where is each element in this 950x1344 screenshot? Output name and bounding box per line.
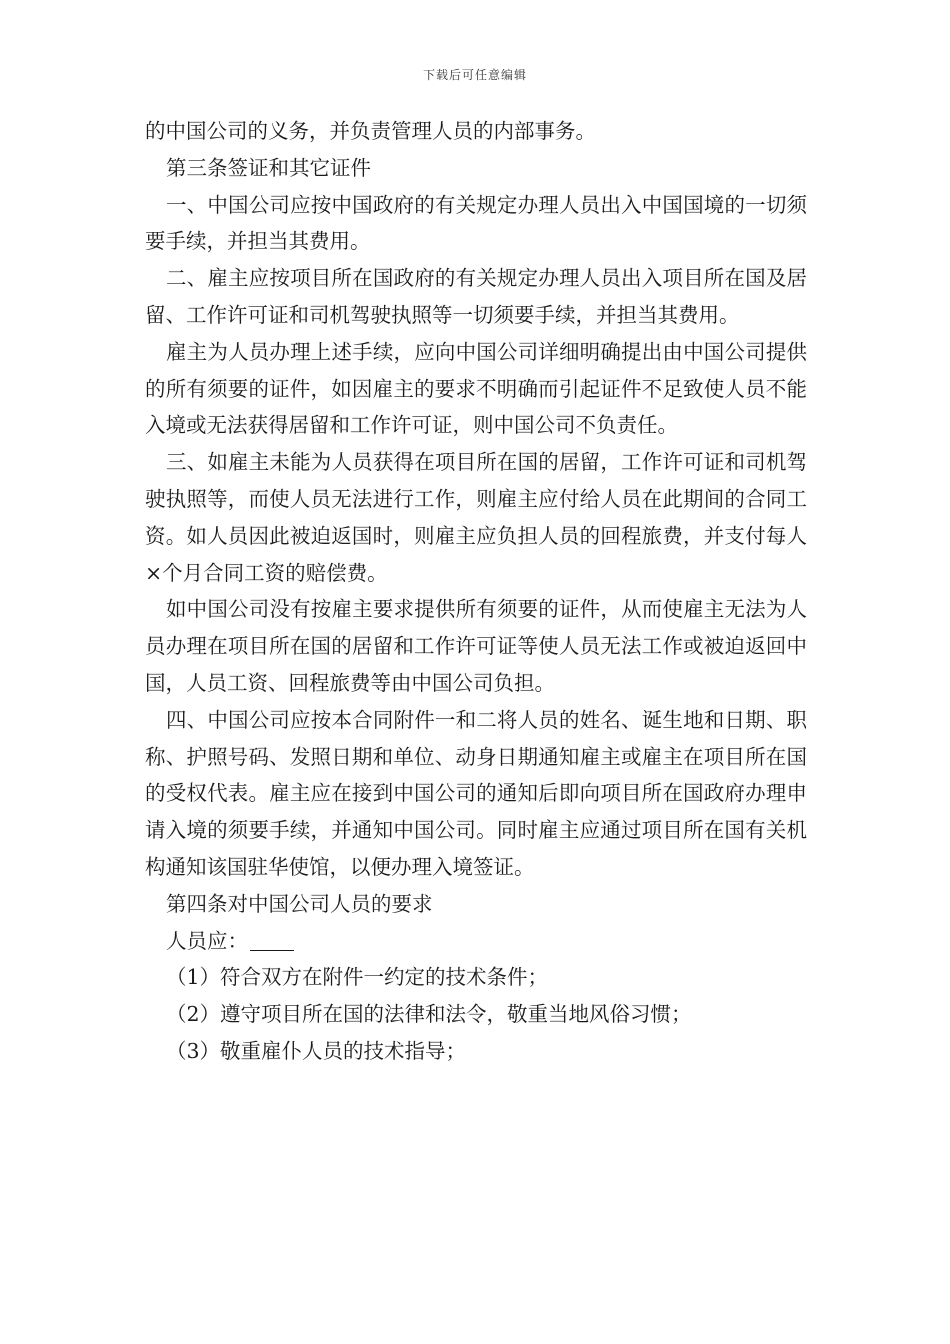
- fill-in-blank: [250, 928, 294, 951]
- article-3-clause-2-note: 雇主为人员办理上述手续，应向中国公司详细明确提出由中国公司提供的所有须要的证件，如因雇主的要求不明确而引起证件不足致使人员不能入境或无法获得居留和工作许可证，则中国公司不负责任。: [145, 339, 807, 438]
- requirement-item-1: （1）符合双方在附件一约定的技术条件；: [166, 965, 549, 990]
- article-3-clause-2: 二、雇主应按项目所在国政府的有关规定办理人员出入项目所在国及居留、工作许可证和司机驾驶执照等一切须要手续，并担当其费用。: [145, 266, 807, 327]
- article-3-clause-3: 三、如雇主未能为人员获得在项目所在国的居留，工作许可证和司机驾驶执照等，而使人员无法进行工作，则雇主应付给人员在此期间的合同工资。如人员因此被迫返国时，则雇主应负担人员的回程旅费，并支付每人×个月合同工资的赔偿费。: [145, 450, 807, 585]
- article-3-heading: 第三条签证和其它证件: [166, 155, 371, 180]
- document-body: [145, 113, 807, 1070]
- requirement-item-2: （2）遵守项目所在国的法律和法令，敬重当地风俗习惯；: [166, 1002, 692, 1027]
- personnel-requirements-line: [145, 923, 807, 960]
- requirement-item-3: （3）敬重雇仆人员的技术指导；: [166, 1038, 467, 1063]
- page-header: 下载后可任意编辑: [422, 68, 527, 82]
- article-3-clause-4: 四、中国公司应按本合同附件一和二将人员的姓名、诞生地和日期、职称、护照号码、发照日期和单位、动身日期通知雇主或雇主在项目所在国的受权代表。雇主应在接到中国公司的通知后即向项目所在国政府办理申请入境的须要手续，并通知中国公司。同时雇主应通过项目所在国有关机构通知该国驻华使馆，以便办理入境签证。: [145, 707, 807, 879]
- paragraph-continuation: 的中国公司的义务，并负责管理人员的内部事务。: [145, 119, 596, 143]
- personnel-requirements-label: 人员应：: [166, 928, 248, 953]
- article-4-heading: 第四条对中国公司人员的要求: [166, 891, 433, 916]
- article-3-clause-3-note: 如中国公司没有按雇主要求提供所有须要的证件，从而使雇主无法为人员办理在项目所在国的居留和工作许可证等使人员无法工作或被迫返回中国，人员工资、回程旅费等由中国公司负担。: [145, 597, 807, 695]
- article-3-clause-1: 一、中国公司应按中国政府的有关规定办理人员出入中国国境的一切须要手续，并担当其费用。: [145, 192, 807, 254]
